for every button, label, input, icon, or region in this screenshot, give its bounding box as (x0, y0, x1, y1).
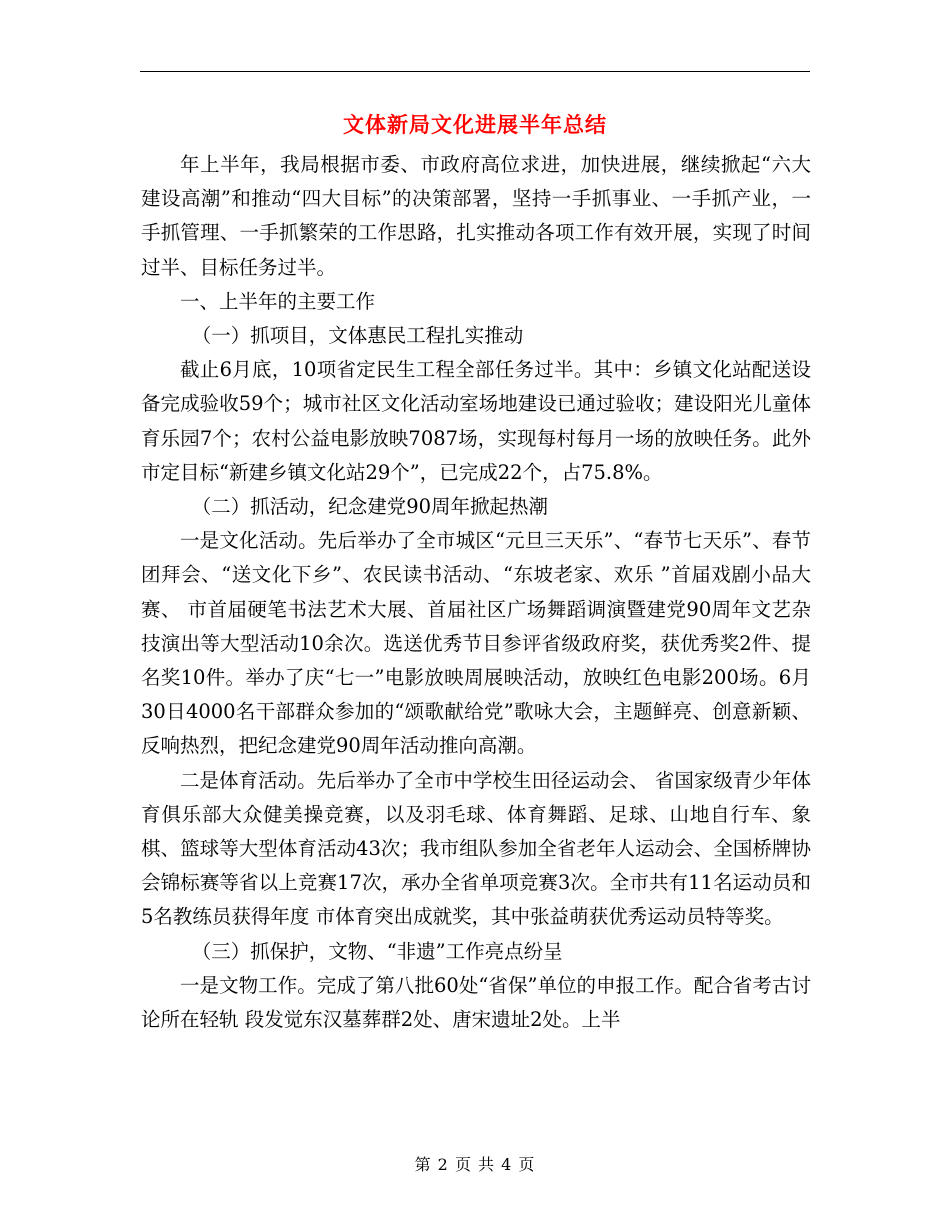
subsection-heading: （一）抓项目，文体惠民工程扎实推动 (191, 324, 524, 348)
header-rule (140, 71, 810, 72)
section-heading: 一、上半年的主要工作 (180, 289, 376, 313)
document-title: 文体新局文化进展半年总结 (343, 112, 607, 137)
page-footer: 第 2 页 共 4 页 (414, 1155, 536, 1174)
subsection-heading: （三）抓保护，文物、“非遗”工作亮点纷呈 (191, 939, 563, 963)
subsection-heading: （二）抓活动，纪念建党90周年掀起热潮 (191, 495, 549, 519)
document-body (141, 148, 811, 1037)
body-paragraph: 一是文物工作。完成了第八批60处“省保”单位的申报工作。配合省考古讨论所在轻轨 段发觉东汉墓葬群2处、唐宋遗址2处。上半 (141, 973, 811, 1032)
body-paragraph: 二是体育活动。先后举办了全市中学校生田径运动会、 省国家级青少年体育俱乐部大众健美操竞赛，以及羽毛球、体育舞蹈、足球、山地自行车、象棋、篮球等大型体育活动43次；我市组队参加全省老年人运动会、全国桥牌协会锦标赛等省以上竞赛17次，承办全省单项竞赛3次。全市共有11名运动员和5名教练员获得年度 市体育突出成就奖，其中张益萌获优秀运动员特等奖。 (141, 768, 811, 929)
body-paragraph: 截止6月底，10项省定民生工程全部任务过半。其中：乡镇文化站配送设备完成验收59个；城市社区文化活动室场地建设已通过验收；建设阳光儿童体育乐园7个；农村公益电影放映7087场，实现每村每月一场的放映任务。此外市定目标“新建乡镇文化站29个”，已完成22个，占75.8%。 (141, 358, 811, 484)
intro-paragraph: 年上半年，我局根据市委、市政府高位求进，加快进展，继续掀起“六大建设高潮”和推动“四大目标”的决策部署，坚持一手抓事业、一手抓产业，一手抓管理、一手抓繁荣的工作思路，扎实推动各项工作有效开展，实现了时间过半、目标任务过半。 (141, 153, 811, 279)
body-paragraph: 一是文化活动。先后举办了全市城区“元旦三天乐”、“春节七天乐”、春节团拜会、“送文化下乡”、农民读书活动、“东坡老家、欢乐 ”首届戏剧小品大赛、 市首届硬笔书法艺术大展、首届社区广场舞蹈调演暨建党90周年文艺杂技演出等大型活动10余次。选送优秀节目参评省级政府奖，获优秀奖2件、提名奖10件。举办了庆“七一”电影放映周展映活动，放映红色电影200场。6月30日4000名干部群众参加的“颂歌献给党”歌咏大会，主题鲜亮、创意新颖、反响热烈，把纪念建党90周年活动推向高潮。 (141, 529, 811, 758)
